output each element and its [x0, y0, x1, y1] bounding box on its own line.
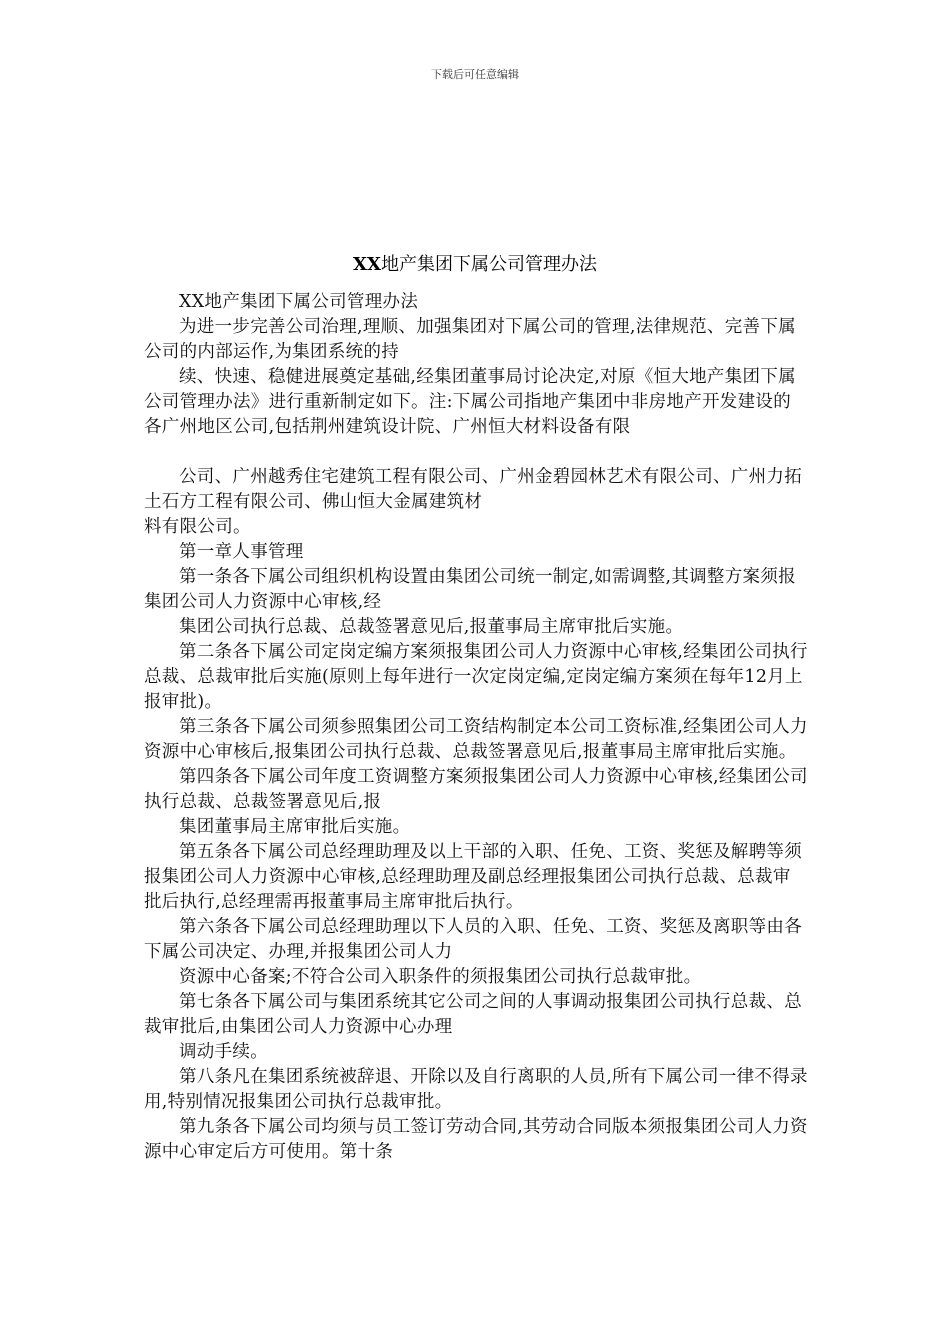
- body-paragraph: 第七条各下属公司与集团系统其它公司之间的人事调动报集团公司执行总裁、总裁审批后,由集团公司人力资源中心办理: [144, 992, 802, 1037]
- chapter-heading: 第一章人事管理: [179, 542, 304, 562]
- body-paragraph: 集团董事局主席审批后实施。: [179, 817, 411, 837]
- body-paragraph: 续、快速、稳健进展奠定基础,经集团董事局讨论决定,对原《恒大地产集团下属公司管理办法》进行重新制定如下。注:下属公司指地产集团中非房地产开发建设的各广州地区公司,包括荆州建筑设计院、广州恒大材料设备有限: [144, 367, 796, 437]
- body-paragraph: XX地产集团下属公司管理办法: [179, 292, 419, 312]
- body-paragraph: 料有限公司。: [144, 517, 251, 537]
- body-paragraph: 第五条各下属公司总经理助理及以上干部的入职、任免、工资、奖惩及解聘等须报集团公司人力资源中心审核,总经理助理及副总经理报集团公司执行总裁、总裁审批后执行,总经理需再报董事局主席审批后执行。: [144, 842, 802, 912]
- body-paragraph: 第三条各下属公司须参照集团公司工资结构制定本公司工资标准,经集团公司人力资源中心审核后,报集团公司执行总裁、总裁签署意见后,报董事局主席审批后实施。: [144, 717, 808, 762]
- body-paragraph: 公司、广州越秀住宅建筑工程有限公司、广州金碧园林艺术有限公司、广州力拓土石方工程有限公司、佛山恒大金属建筑材: [144, 467, 802, 512]
- body-paragraph: 第一条各下属公司组织机构设置由集团公司统一制定,如需调整,其调整方案须报集团公司人力资源中心审核,经: [144, 567, 796, 612]
- body-paragraph: 资源中心备案;不符合公司入职条件的须报集团公司执行总裁审批。: [179, 967, 702, 987]
- body-paragraph: 第四条各下属公司年度工资调整方案须报集团公司人力资源中心审核,经集团公司执行总裁、总裁签署意见后,报: [144, 767, 808, 812]
- document-body: [144, 290, 808, 1165]
- document-title-prefix: XX: [353, 254, 381, 275]
- body-paragraph: 第六条各下属公司总经理助理以下人员的入职、任免、工资、奖惩及离职等由各下属公司决定、办理,并报集团公司人力: [144, 917, 802, 962]
- body-paragraph: 第二条各下属公司定岗定编方案须报集团公司人力资源中心审核,经集团公司执行总裁、总裁审批后实施(原则上每年进行一次定岗定编,定岗定编方案须在每年12月上报审批)。: [144, 642, 808, 712]
- body-paragraph: 为进一步完善公司治理,理顺、加强集团对下属公司的管理,法律规范、完善下属公司的内部运作,为集团系统的持: [144, 317, 796, 362]
- body-paragraph: 集团公司执行总裁、总裁签署意见后,报董事局主席审批后实施。: [179, 617, 684, 637]
- document-title: [0, 250, 950, 276]
- page-header-note: 下载后可任意编辑: [431, 68, 519, 81]
- body-paragraph: 第九条各下属公司均须与员工签订劳动合同,其劳动合同版本须报集团公司人力资源中心审定后方可使用。第十条: [144, 1117, 808, 1162]
- body-paragraph: 第八条凡在集团系统被辞退、开除以及自行离职的人员,所有下属公司一律不得录用,特别情况报集团公司执行总裁审批。: [144, 1067, 808, 1112]
- document-title-rest: 地产集团下属公司管理办法: [380, 254, 597, 275]
- body-paragraph: 调动手续。: [179, 1042, 268, 1062]
